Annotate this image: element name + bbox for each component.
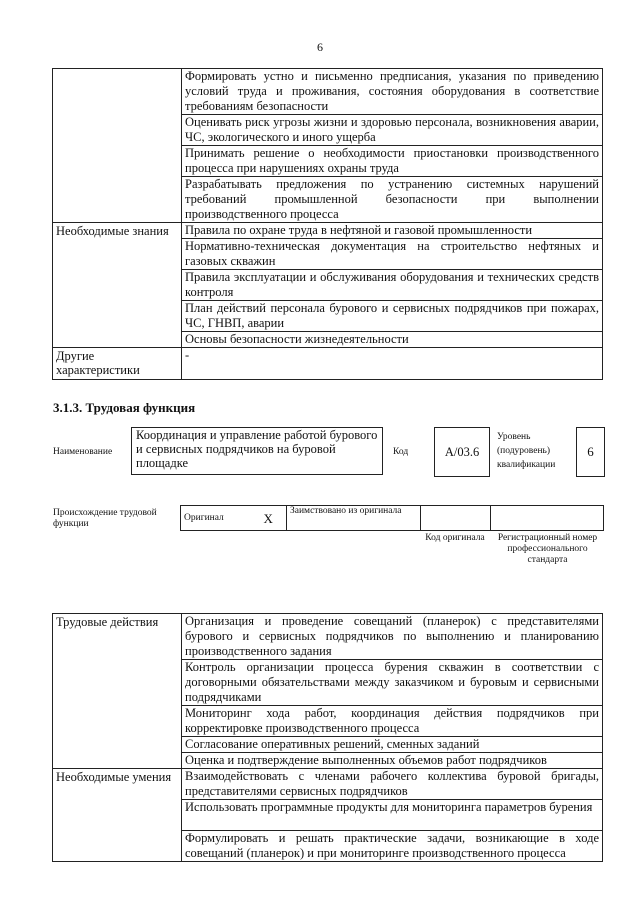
actions-table (52, 613, 603, 862)
table-cell: Использовать программные продукты для мониторинга параметров бурения (182, 800, 603, 831)
table-cell: Нормативно-техническая документация на строительство нефтяных и газовых скважин (182, 239, 603, 270)
code-label: Код (393, 447, 409, 457)
reg-number-cell (491, 506, 604, 531)
code-box (434, 427, 490, 477)
name-label: Наименование (53, 447, 113, 457)
table-cell: Оценка и подтверждение выполненных объемов работ подрядчиков (182, 753, 603, 769)
code-original-caption: Код оригинала (425, 533, 485, 543)
table-cell: Мониторинг хода работ, координация действия подрядчиков при корректировке производственного процесса (182, 706, 603, 737)
origin-label: Происхождение трудовой функции (53, 508, 157, 529)
table-cell: Правила по охране труда в нефтяной и газовой промышленности (182, 223, 603, 239)
borrowed-label: Заимствовано из оригинала (287, 506, 421, 531)
original-label: Оригинал (181, 506, 251, 531)
section-title: 3.1.3. Трудовая функция (53, 400, 196, 415)
table-cell: Правила эксплуатации и обслуживания оборудования и технических средств контроля (182, 270, 603, 301)
table-cell: Оценивать риск угрозы жизни и здоровью персонала, возникновения аварии, ЧС, экологического и иного ущерба (182, 115, 603, 146)
origin-table (180, 505, 604, 531)
level-box (576, 427, 605, 477)
row-label-other: Другие характеристики (53, 348, 182, 380)
function-name-box (131, 427, 383, 475)
table-cell: - (182, 348, 603, 380)
function-name-value: Координация и управление работой бурового и сервисных подрядчиков на буровой площадке (136, 428, 378, 470)
table-cell: Формировать устно и письменно предписания, указания по приведению условий труда и проживания, состояния оборудования в соответствие требованиям безопасности (182, 69, 603, 115)
code-original-cell (421, 506, 491, 531)
original-mark: X (251, 506, 287, 531)
page-number: 6 (317, 40, 323, 54)
table-cell: Разрабатывать предложения по устранению системных нарушений требований промышленной безопасности при выполнении производственного процесса (182, 177, 603, 223)
level-value: 6 (587, 444, 594, 459)
row-label-empty (53, 69, 182, 223)
table-cell: Взаимодействовать с членами рабочего коллектива буровой бригады, представителями сервисных подрядчиков (182, 769, 603, 800)
table-cell: План действий персонала бурового и сервисных подрядчиков при пожарах, ЧС, ГНВП, аварии (182, 301, 603, 332)
code-value: А/03.6 (444, 445, 480, 459)
table-cell: Принимать решение о необходимости приостановки производственного процесса при нарушениях охраны труда (182, 146, 603, 177)
row-label-skills: Необходимые умения (53, 769, 182, 862)
table-cell: Организация и проведение совещаний (планерок) с представителями бурового и сервисных подрядчиков по выполнению и планированию производственного задания (182, 614, 603, 660)
table-cell: Согласование оперативных решений, сменных заданий (182, 737, 603, 753)
table-cell: Основы безопасности жизнедеятельности (182, 332, 603, 348)
skills-table-top (52, 68, 603, 380)
reg-number-caption: Регистрационный номер профессионального стандарта (497, 533, 598, 565)
level-label: Уровень (подуровень) квалификации (497, 432, 556, 470)
row-label-actions: Трудовые действия (53, 614, 182, 769)
row-label-knowledge: Необходимые знания (53, 223, 182, 348)
table-cell: Контроль организации процесса бурения скважин в соответствии с договорными обязательствами между заказчиком и буровым и сервисными подрядчиками (182, 660, 603, 706)
table-cell: Формулировать и решать практические задачи, возникающие в ходе совещаний (планерок) и при мониторинге производственного процесса (182, 831, 603, 862)
